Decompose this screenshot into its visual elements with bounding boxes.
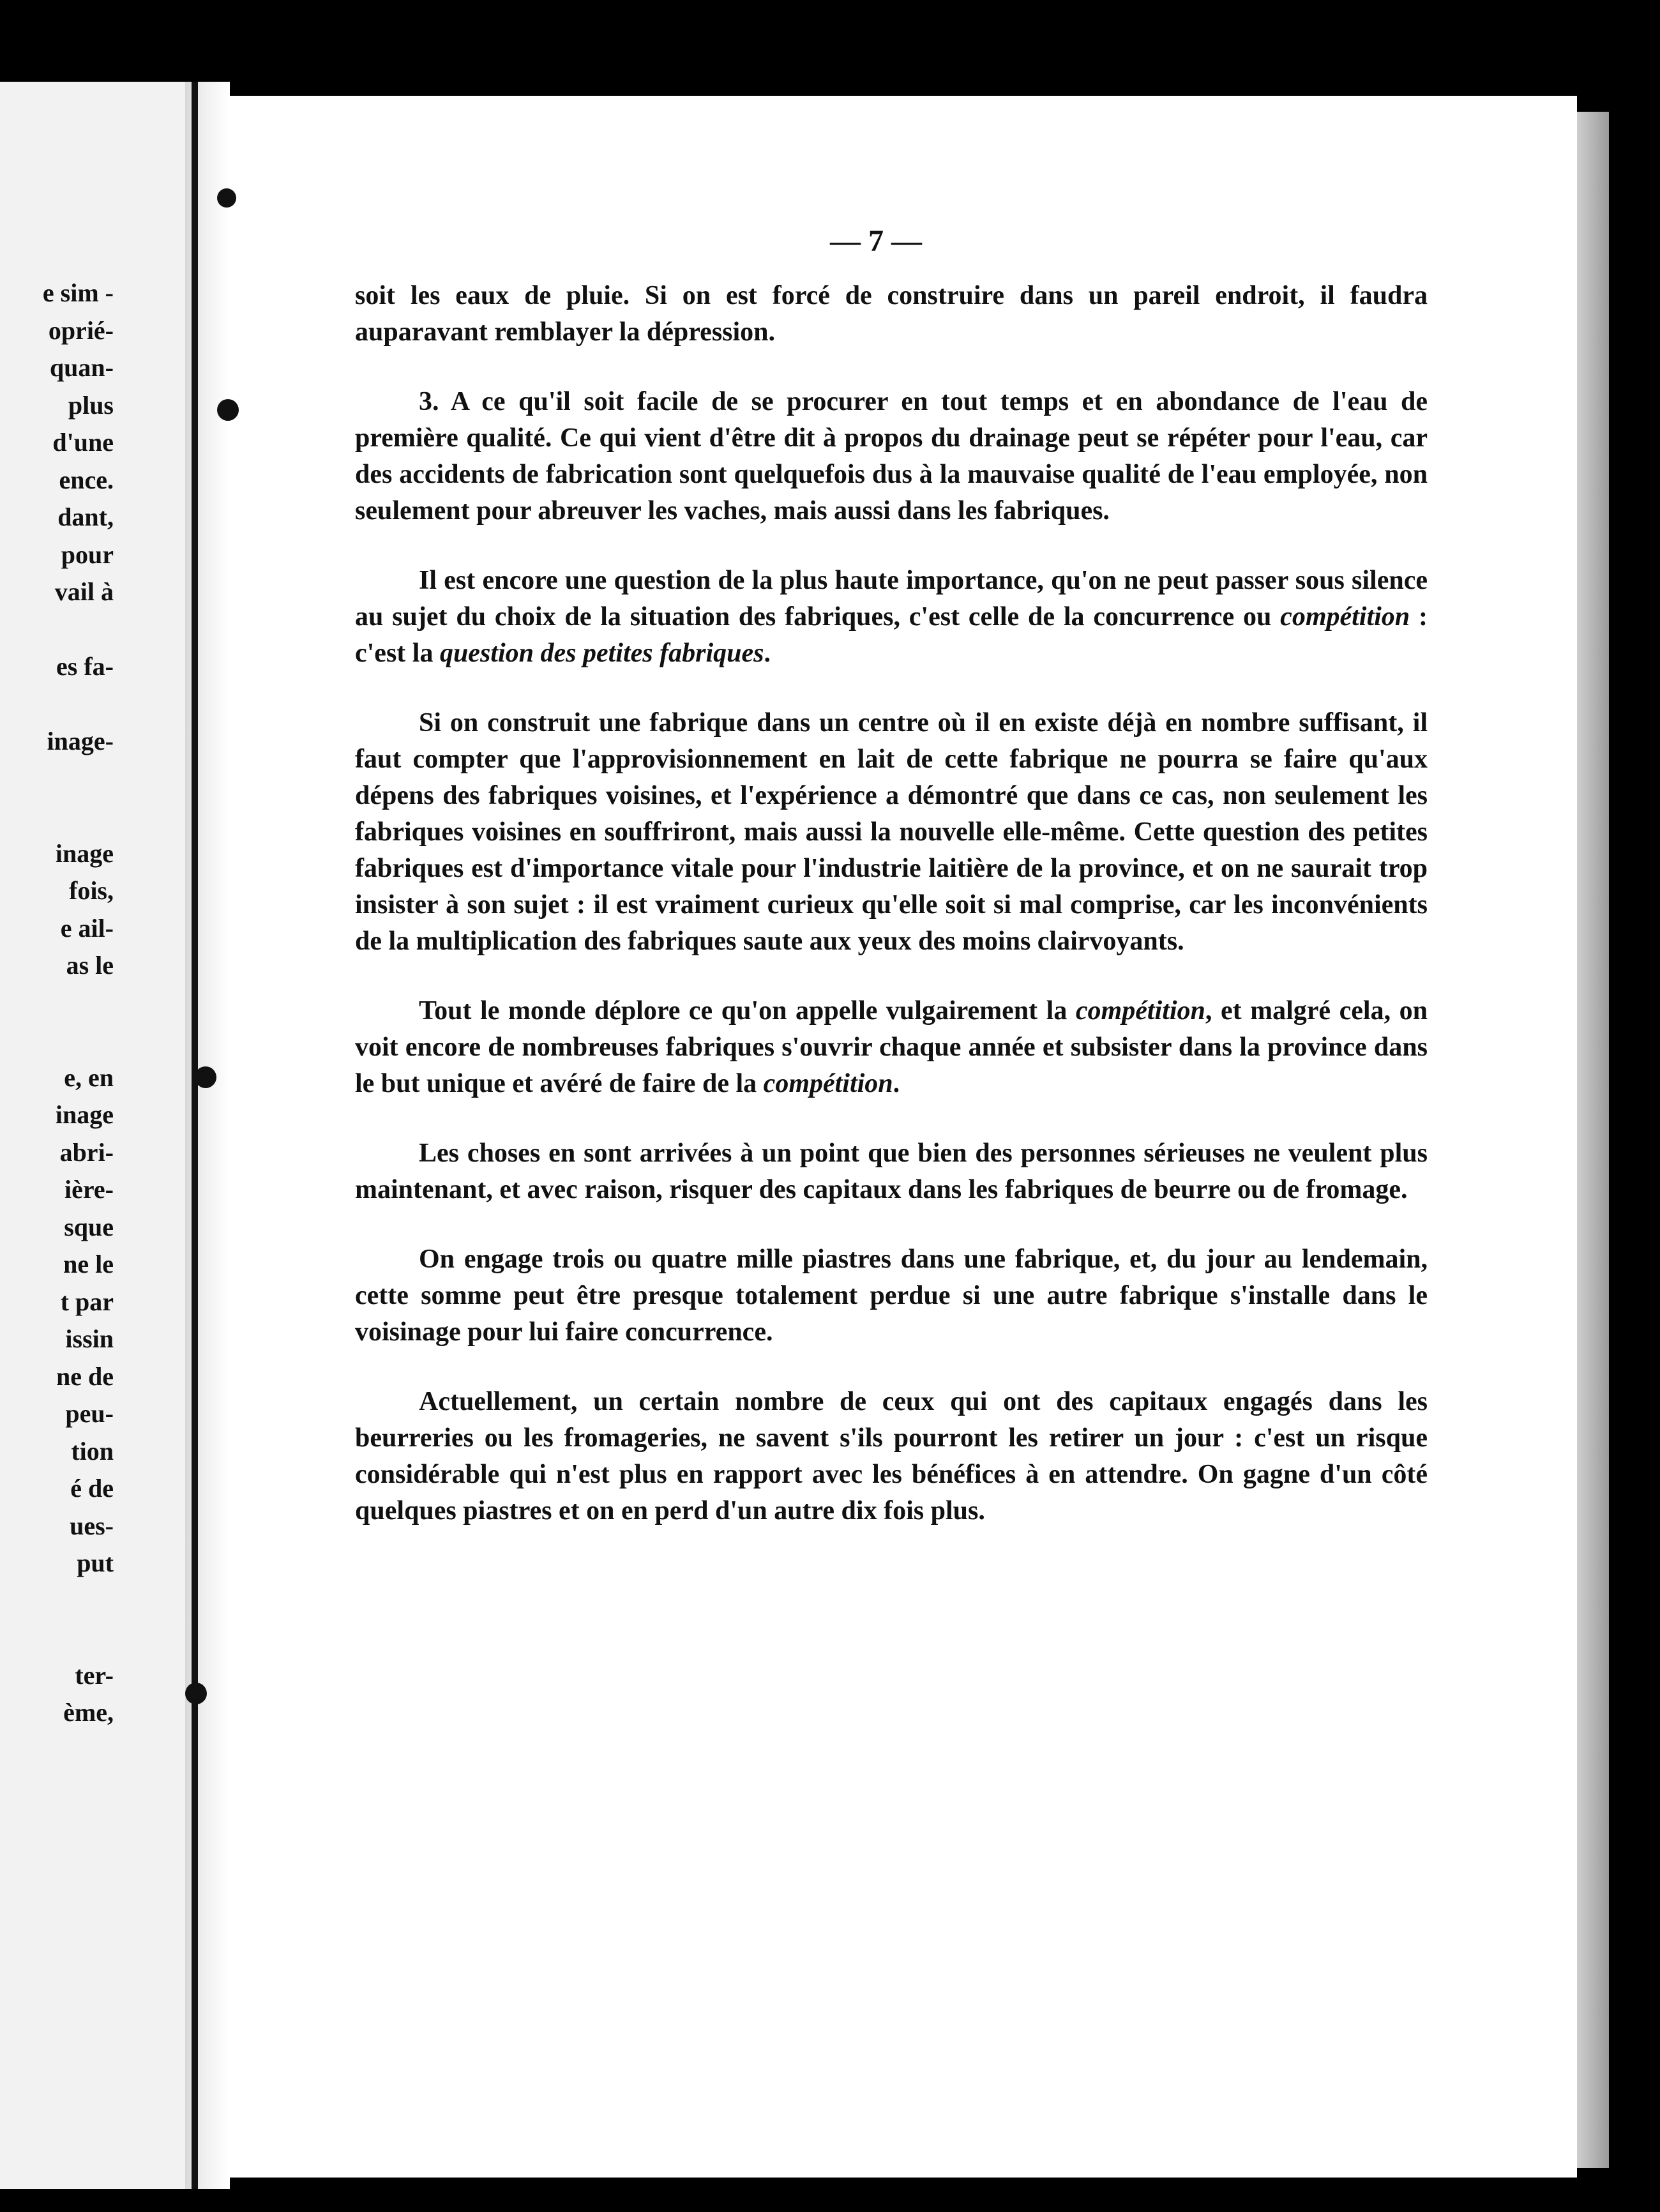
fragment-line: peu-	[65, 1399, 114, 1428]
fragment-line: ne le	[63, 1250, 114, 1278]
fragment-line: as le	[66, 951, 114, 980]
paragraph: On engage trois ou quatre mille piastres dans une fabrique, et, du jour au lendemain, cette somme peut être presque totalement perdue si une autre fabrique s'installe dans le voisinage pour lui faire concurrence.	[355, 1245, 1428, 1347]
fragment-line: plus	[68, 390, 114, 420]
paragraph	[355, 993, 1428, 1102]
italic-term: compétition	[763, 1069, 893, 1098]
body-text	[355, 278, 1428, 1563]
page-edge-shadow	[1577, 112, 1609, 2168]
fragment-line: ne de	[56, 1361, 114, 1391]
paragraph: Si on construit une fabrique dans un centre où il en existe déjà en nombre suffisant, il faut compter que l'approvisionnement en lait de cette fabrique ne pourra se faire qu'aux dépens des fabriques voisines, et l'expérience a démontré que dans ce cas, non seulement les fabriques voisines en souffriront, mais aussi la nouvelle elle-même. Cette question des petites fabriques est d'importance vitale pour l'industrie laitière de la province, et on ne saurait trop insister à son sujet : il est vraiment curieux qu'elle soit si mal comprise, car les inconvénients de la multiplication des fabriques saute aux yeux des moins clairvoyants.	[355, 708, 1428, 956]
fragment-line: ues-	[70, 1511, 114, 1540]
fragment-line: dant,	[57, 503, 114, 531]
fragment-line: inage	[55, 838, 114, 868]
fragment-line	[0, 761, 114, 798]
paragraph: soit les eaux de pluie. Si on est forcé de construire dans un pareil endroit, il faudra auparavant remblayer la dépression.	[355, 281, 1428, 347]
fragment-line: sque	[64, 1212, 114, 1241]
paragraph: Actuellement, un certain nombre de ceux qui ont des capitaux engagés dans les beurreries ou les fromageries, ne savent s'ils pourront les retirer un jour : c'est un risque considérable qui n'est plus en rapport avec les bénéfices à en attendre. On gagne d'un côté quelques piastres et on en perd d'un autre dix fois plus.	[355, 1387, 1428, 1526]
paragraph: Les choses en sont arrivées à un point que bien des personnes sérieuses ne veulent plus maintenant, et avec raison, risquer des capitaux dans les fabriques de beurre ou de fromage.	[355, 1139, 1428, 1204]
fragment-line	[0, 985, 114, 1022]
fragment-line: inage-	[47, 727, 114, 755]
fragment-line: abri-	[59, 1137, 114, 1167]
binding-mark	[217, 188, 236, 208]
fragment-line: d'une	[52, 428, 114, 457]
paragraph: 3. A ce qu'il soit facile de se procurer en tout temps et en abondance de l'eau de première qualité. Ce qui vient d'être dit à propos du drainage peut se répéter pour l'eau, car des accidents de fabrication sont quelquefois dus à la mauvaise qualité de l'eau employée, non seulement pour abreuver les vaches, mais aussi dans les fabriques.	[355, 387, 1428, 526]
fragment-line	[0, 1022, 114, 1059]
paragraph-text: .	[893, 1069, 900, 1098]
italic-term: compétition	[1280, 602, 1410, 632]
italic-term: question des petites fabriques	[439, 639, 764, 668]
fragment-line: ence.	[59, 465, 114, 494]
fragment-line: ème,	[63, 1698, 114, 1727]
fragment-line: e, en	[64, 1063, 114, 1092]
fragment-line	[0, 1619, 114, 1657]
fragment-line	[0, 798, 114, 835]
page-number: — 7 —	[830, 224, 922, 258]
fragment-line: t par	[60, 1287, 114, 1316]
fragment-line: ière-	[64, 1175, 114, 1204]
paragraph-text: , et malgré cela, on voit encore de nombreuses fabriques s'ouvrir chaque année et subsister dans la province dans le but unique et avéré de faire de la	[355, 996, 1428, 1098]
gutter-shadow-line	[192, 82, 198, 2189]
fragment-line	[0, 1582, 114, 1620]
binding-mark	[217, 399, 239, 421]
fragment-line: issin	[65, 1324, 114, 1353]
fragment-line: e ail-	[60, 913, 114, 943]
fragment-line: oprié-	[48, 315, 114, 345]
fragment-line: é de	[70, 1474, 114, 1503]
paragraph-text: Il est encore une question de la plus haute importance, qu'on ne peut passer sous silence au sujet du choix de la situation des fabriques, c'est celle de la concurrence ou	[355, 566, 1428, 632]
left-page-text-fragments	[0, 275, 114, 1732]
fragment-line: fois,	[69, 876, 114, 905]
fragment-line	[0, 686, 114, 723]
binding-mark	[195, 1066, 216, 1088]
fragment-line: vail à	[54, 577, 114, 606]
paragraph-text: Tout le monde déplore ce qu'on appelle vulgairement la	[419, 996, 1076, 1026]
fragment-line: tion	[71, 1436, 114, 1466]
fragment-line: quan-	[49, 353, 114, 382]
binding-mark	[185, 1683, 207, 1704]
fragment-line: ter-	[75, 1660, 114, 1690]
fragment-line	[0, 611, 114, 649]
fragment-line: es fa-	[56, 652, 114, 681]
paragraph	[355, 563, 1428, 672]
italic-term: compétition	[1075, 996, 1205, 1026]
paragraph-text: .	[764, 639, 771, 668]
fragment-line: inage	[55, 1100, 114, 1129]
fragment-line: pour	[61, 540, 114, 569]
paragraph-text: : c'est la	[355, 602, 1428, 668]
fragment-line: e sim -	[42, 278, 114, 307]
fragment-line: put	[77, 1549, 114, 1577]
